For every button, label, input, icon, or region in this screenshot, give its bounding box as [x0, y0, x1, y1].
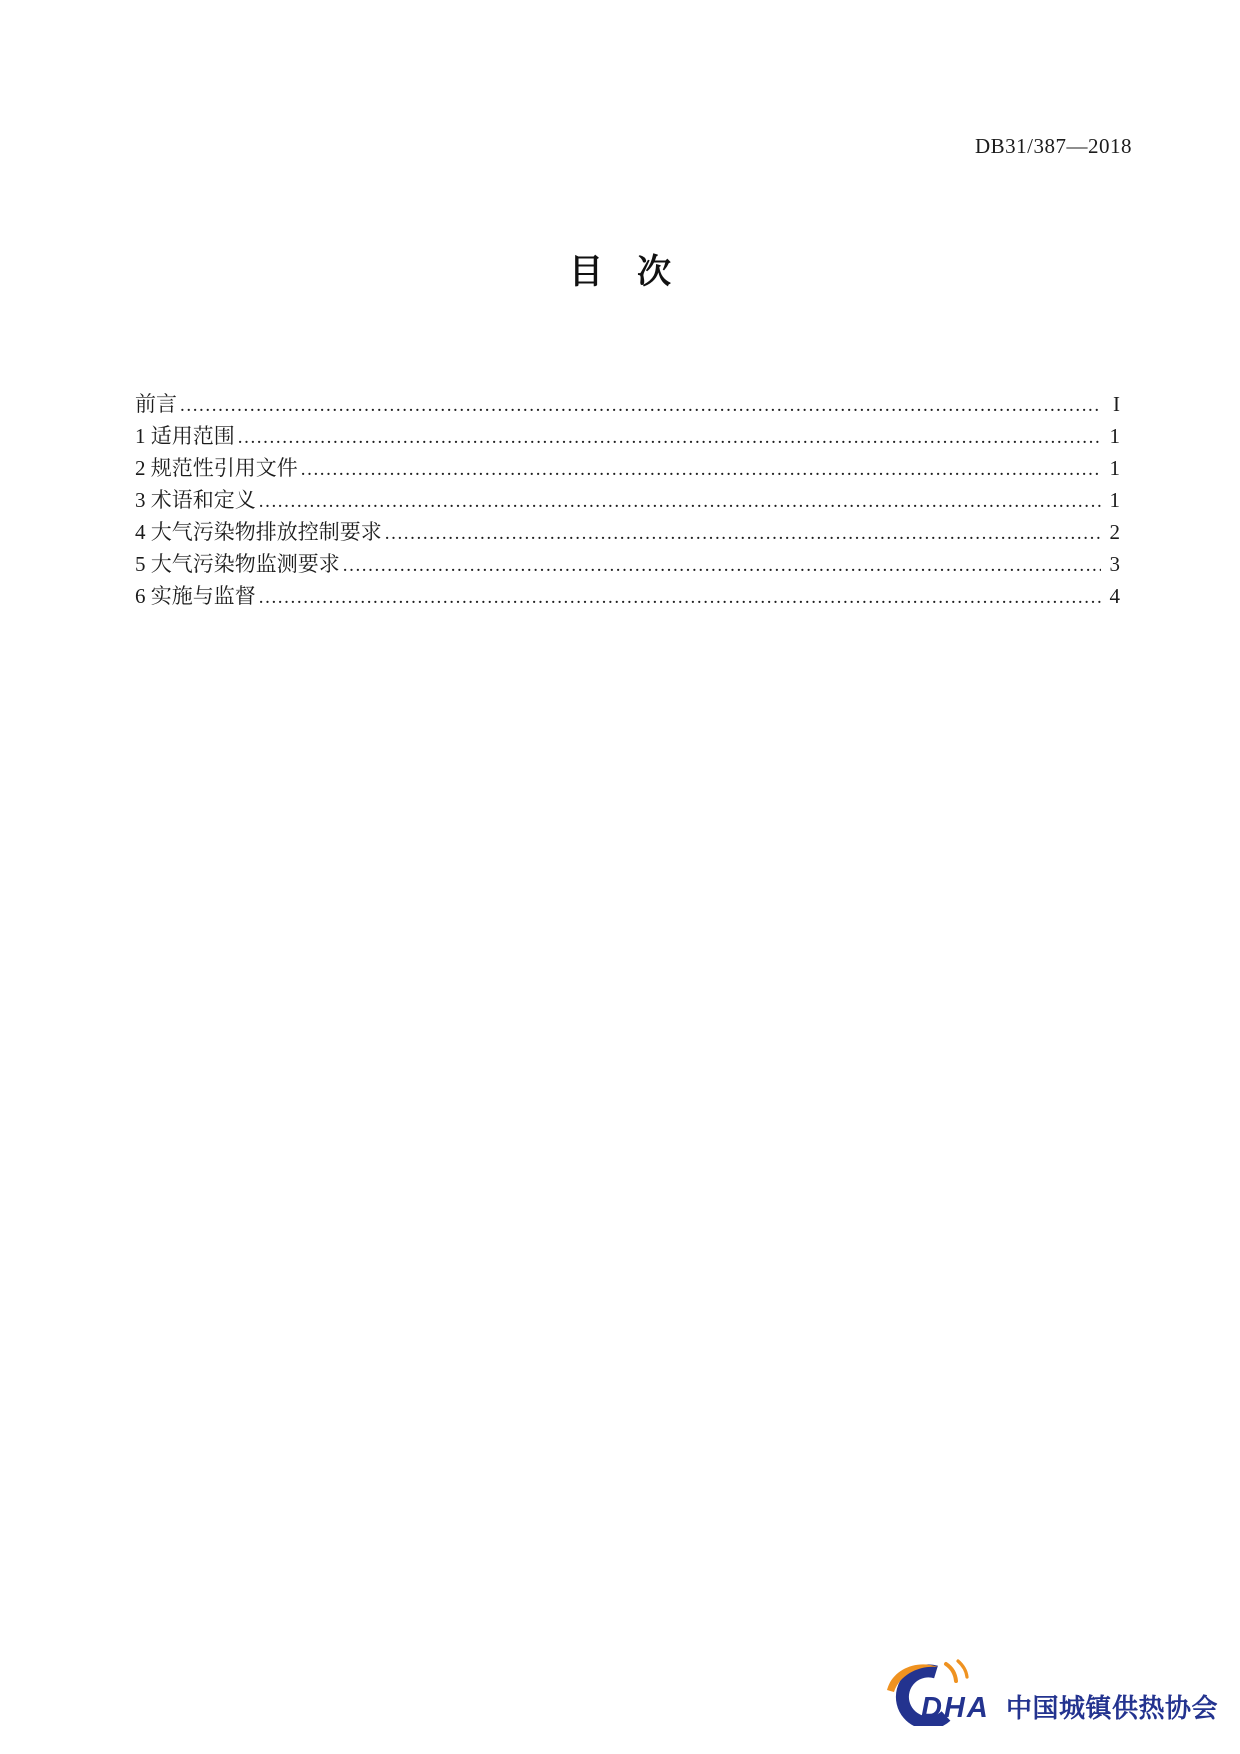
footer-logo: [880, 1658, 1218, 1726]
toc-entry-page-number: 4: [1109, 584, 1120, 608]
toc-entry-label: 6 实施与监督: [135, 584, 256, 608]
toc-entry-page-number: 2: [1109, 520, 1120, 544]
toc-entry-label: 5 大气污染物监测要求: [135, 552, 340, 576]
toc-entry: [135, 484, 1120, 516]
toc-entry-label: 前言: [135, 392, 177, 416]
toc-entry: [135, 452, 1120, 484]
toc-entry-page-number: 1: [1109, 488, 1120, 512]
cdha-org-name: 中国城镇供热协会: [1005, 1694, 1218, 1724]
toc-entry-label: 2 规范性引用文件: [135, 456, 298, 480]
toc-entry-label: 3 术语和定义: [135, 488, 256, 512]
page-title: 目 次: [569, 252, 671, 292]
cdha-acronym: DHA: [920, 1692, 990, 1724]
toc-dot-leader: [238, 422, 1101, 454]
toc-dot-leader: [180, 390, 1101, 422]
toc-entry-page-number: 3: [1109, 552, 1120, 576]
toc-entry-label: 1 适用范围: [135, 424, 235, 448]
toc-dot-leader: [301, 454, 1101, 486]
toc-entry: [135, 516, 1120, 548]
toc-entry: [135, 420, 1120, 452]
toc-dot-leader: [385, 518, 1101, 550]
toc-dot-leader: [259, 486, 1101, 518]
toc-entry-page-number: 1: [1109, 456, 1120, 480]
standard-number: DB31/387—2018: [974, 134, 1132, 158]
cdha-logo-icon: [880, 1658, 996, 1726]
toc-dot-leader: [259, 582, 1101, 614]
toc-entry: [135, 388, 1120, 420]
toc-entry-page-number: I: [1113, 392, 1120, 416]
toc-dot-leader: [343, 550, 1101, 582]
toc-entry: [135, 580, 1120, 612]
toc-entry: [135, 548, 1120, 580]
toc-entry-page-number: 1: [1109, 424, 1120, 448]
toc-entry-label: 4 大气污染物排放控制要求: [135, 520, 382, 544]
table-of-contents: [135, 388, 1120, 612]
